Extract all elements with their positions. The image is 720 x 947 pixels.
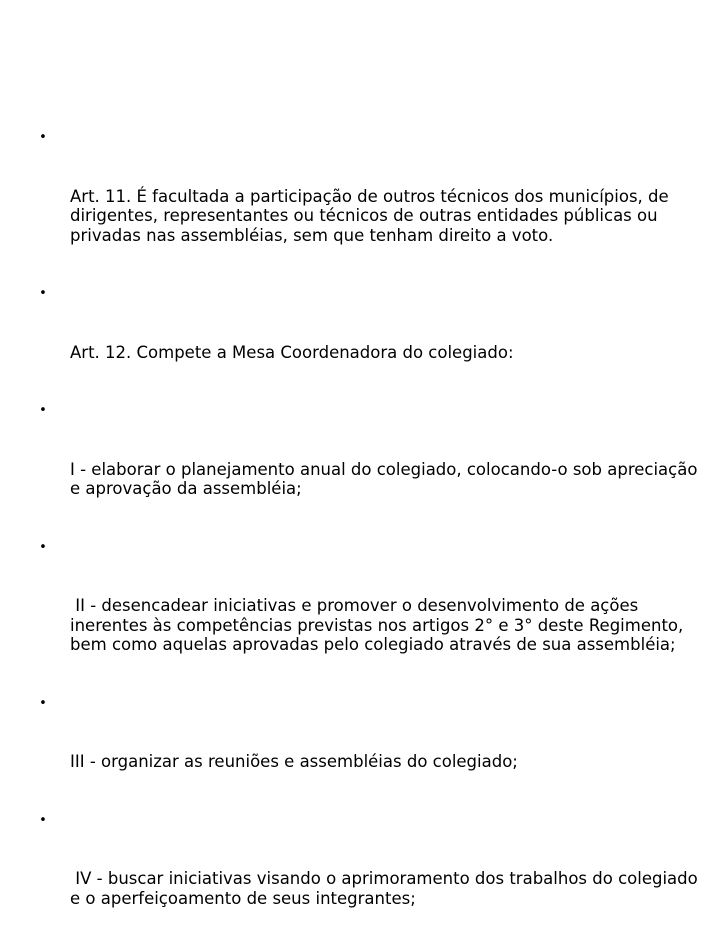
- bullet-icon: •: [36, 401, 50, 421]
- list-item-text: II - desencadear iniciativas e promover o desenvolvimento de ações inerentes às competências previstas nos artigos 2° e 3° deste Regimento, bem como aquelas aprovadas pelo colegiado através de sua assembléia;: [70, 596, 704, 655]
- bullet-icon: •: [36, 128, 50, 148]
- list-item: [36, 811, 704, 947]
- list-item-text: I - elaborar o planejamento anual do colegiado, colocando-o sob apreciação e aprovação da assembléia;: [70, 460, 704, 499]
- bullet-icon: •: [36, 284, 50, 304]
- list-item-text: IV - buscar iniciativas visando o aprimoramento dos trabalhos do colegiado e o aperfeiçoamento de seus integrantes;: [70, 869, 704, 908]
- list-item: [36, 538, 704, 694]
- bullet-list: [36, 128, 704, 947]
- list-item: [36, 284, 704, 401]
- bullet-icon: •: [36, 811, 50, 831]
- list-item: [36, 401, 704, 538]
- list-item-text: III - organizar as reuniões e assembléias do colegiado;: [70, 752, 704, 772]
- list-item: [36, 128, 704, 284]
- list-item: [36, 694, 704, 811]
- bullet-icon: •: [36, 538, 50, 558]
- bullet-icon: •: [36, 694, 50, 714]
- list-item-text: Art. 12. Compete a Mesa Coordenadora do colegiado:: [70, 343, 704, 363]
- list-item-text: Art. 11. É facultada a participação de outros técnicos dos municípios, de dirigentes, representantes ou técnicos de outras entidades públicas ou privadas nas assembléias, sem que tenham direito a voto.: [70, 187, 704, 246]
